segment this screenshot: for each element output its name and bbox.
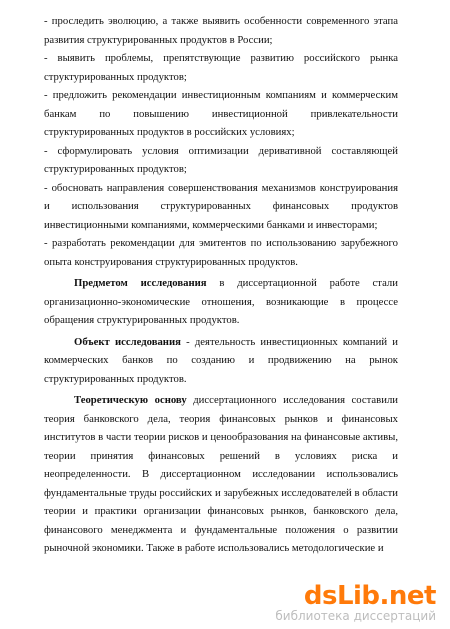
paragraph-2-text: - выявить проблемы, препятствующие развитию российского рынка структурированных продуктов; xyxy=(44,52,398,83)
paragraph-1-text: - проследить эволюцию, а также выявить особенности современного этапа развития структурированных продуктов в России; xyxy=(44,15,398,46)
theory-text: диссертационного исследования составили теория банковского дела, теория финансовых рынков и финансовых институтов в части теории рисков и ценообразования на финансовые активы, теории принятия финансовых решений в условиях риска и неопределенности. В диссертационном исследовании использовались фундаментальные труды российских и зарубежных исследователей в области теории и практики организации финансовых рынков, банковского дела, финансового менеджмента и фундаментальные положения о развитии рыночной экономики. Также в работе использовались методологические и xyxy=(44,394,398,554)
theory-heading: Теоретическую основу xyxy=(74,394,187,406)
subject-heading: Предметом исследования xyxy=(74,277,207,289)
paragraph-subject xyxy=(44,274,398,330)
paragraph-6-text: - разработать рекомендации для эмитентов по использованию зарубежного опыта конструирования структурированных продуктов. xyxy=(44,237,398,268)
paragraph-3 xyxy=(44,86,398,142)
paragraph-4-text: - сформулировать условия оптимизации деривативной составляющей структурированных продуктов; xyxy=(44,144,398,175)
subject-text: в диссертационной работе стали организационно-экономические отношения, возникающие в процессе обращения структурированных продуктов. xyxy=(44,277,398,326)
paragraph-4 xyxy=(44,142,398,179)
watermark xyxy=(275,583,436,623)
object-text: - деятельность инвестиционных компаний и коммерческих банков по созданию и продвижению на рынок структурированных продуктов. xyxy=(44,335,398,385)
paragraph-5-text: - обосновать направления совершенствования механизмов конструирования и использования структурированных финансовых продуктов инвестиционными компаниями, коммерческими банками и инвесторами; xyxy=(44,181,398,231)
paragraph-3-text: - предложить рекомендации инвестиционным компаниям и коммерческим банкам по повышению инвестиционной привлекательности структурированных продуктов в российских условиях; xyxy=(44,89,398,138)
document-body xyxy=(44,12,398,558)
paragraph-5 xyxy=(44,179,398,235)
paragraph-1 xyxy=(44,12,398,49)
paragraph-6 xyxy=(44,234,398,271)
paragraph-2 xyxy=(44,49,398,86)
watermark-subtitle: библиотека диссертаций xyxy=(275,609,436,623)
object-heading: Объект исследования xyxy=(74,335,181,348)
watermark-logo: dsLib.net xyxy=(303,581,436,611)
paragraph-object xyxy=(44,333,398,389)
paragraph-theory xyxy=(44,391,398,558)
